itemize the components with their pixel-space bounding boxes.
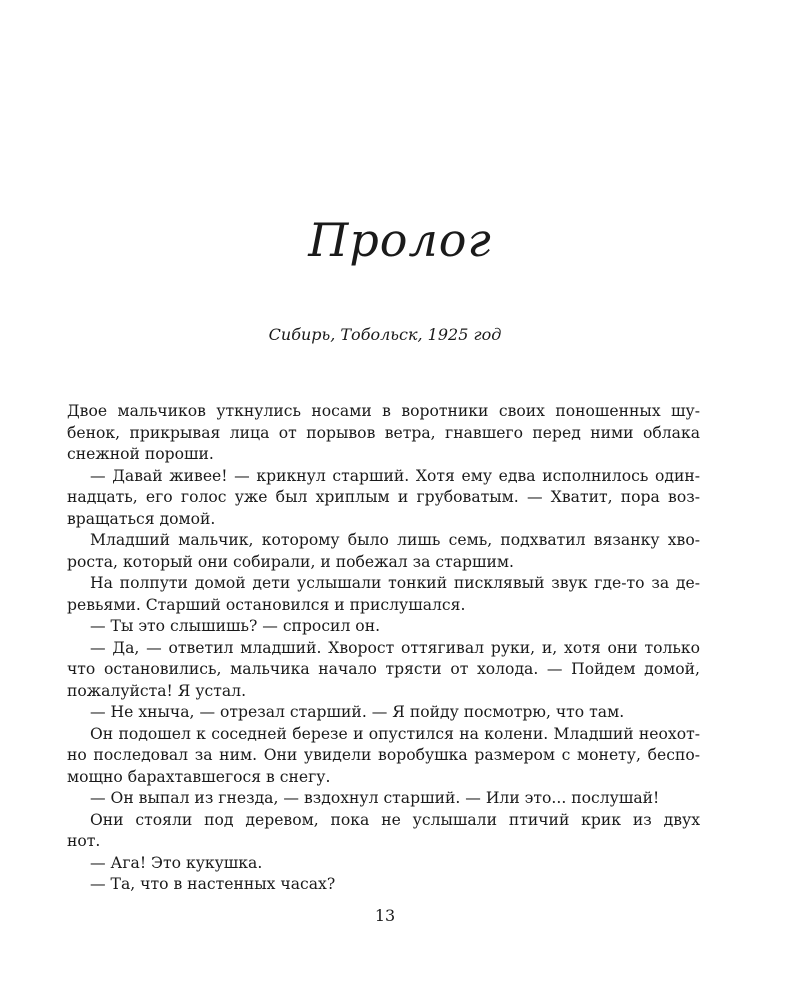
text-line: что остановились, мальчика начало трясти от холода. — Пойдем домой, <box>67 660 700 678</box>
text-line: — Он выпал из гнезда, — вздохнул старший. — Или это... послушай! <box>90 789 660 807</box>
page-number: 13 <box>374 906 396 925</box>
paragraph <box>67 401 700 466</box>
text-line: мощно барахтавшегося в снегу. <box>67 767 331 786</box>
text-line: — Ага! Это кукушка. <box>90 853 263 872</box>
text-line: — Давай живее! — крикнул старший. Хотя ему едва исполнилось один- <box>90 466 700 485</box>
paragraph <box>67 573 700 616</box>
paragraph <box>67 724 700 789</box>
paragraph <box>67 853 700 875</box>
text-line: надцать, его голос уже был хриплым и грубоватым. — Хватит, пора воз- <box>67 488 700 506</box>
text-line: снежной пороши. <box>67 445 214 463</box>
text-line: — Ты это слышишь? — спросил он. <box>90 617 381 635</box>
text-line: На полпути домой дети услышали тонкий писклявый звук где-то за де- <box>90 574 700 592</box>
text-line: — Не хныча, — отрезал старший. — Я пойду посмотрю, что там. <box>90 703 625 721</box>
text-line: бенок, прикрывая лица от порывов ветра, гнавшего перед ними облака <box>67 423 700 442</box>
chapter-title: Пролог <box>308 213 492 267</box>
text-line: Он подошел к соседней березе и опустился на колени. Младший неохот- <box>90 724 700 743</box>
text-line: вращаться домой. <box>67 509 216 528</box>
text-line: роста, который они собирали, и побежал за старшим. <box>67 552 514 571</box>
paragraph <box>67 702 700 724</box>
text-line: — Да, — ответил младший. Хворост оттягивал руки, и, хотя они только <box>90 638 700 657</box>
text-line: Они стояли под деревом, пока не услышали птичий крик из двух <box>90 810 700 829</box>
body-text <box>67 401 700 896</box>
paragraph <box>67 788 700 810</box>
text-line: Младший мальчик, которому было лишь семь, подхватил вязанку хво- <box>90 531 700 549</box>
paragraph <box>67 616 700 638</box>
text-line: Двое мальчиков уткнулись носами в воротники своих поношенных шу- <box>67 402 700 420</box>
text-line: нот. <box>67 832 101 850</box>
paragraph <box>67 530 700 573</box>
text-line: — Та, что в настенных часах? <box>90 875 336 893</box>
paragraph <box>67 466 700 531</box>
paragraph <box>67 874 700 896</box>
text-line: ревьями. Старший остановился и прислушался. <box>67 595 466 614</box>
text-line: пожалуйста! Я устал. <box>67 681 247 700</box>
paragraph <box>67 638 700 703</box>
text-line: но последовал за ним. Они увидели воробушка размером с монету, беспо- <box>67 746 700 764</box>
chapter-subtitle-place-date: Сибирь, Тобольск, 1925 год <box>268 325 502 344</box>
paragraph <box>67 810 700 853</box>
